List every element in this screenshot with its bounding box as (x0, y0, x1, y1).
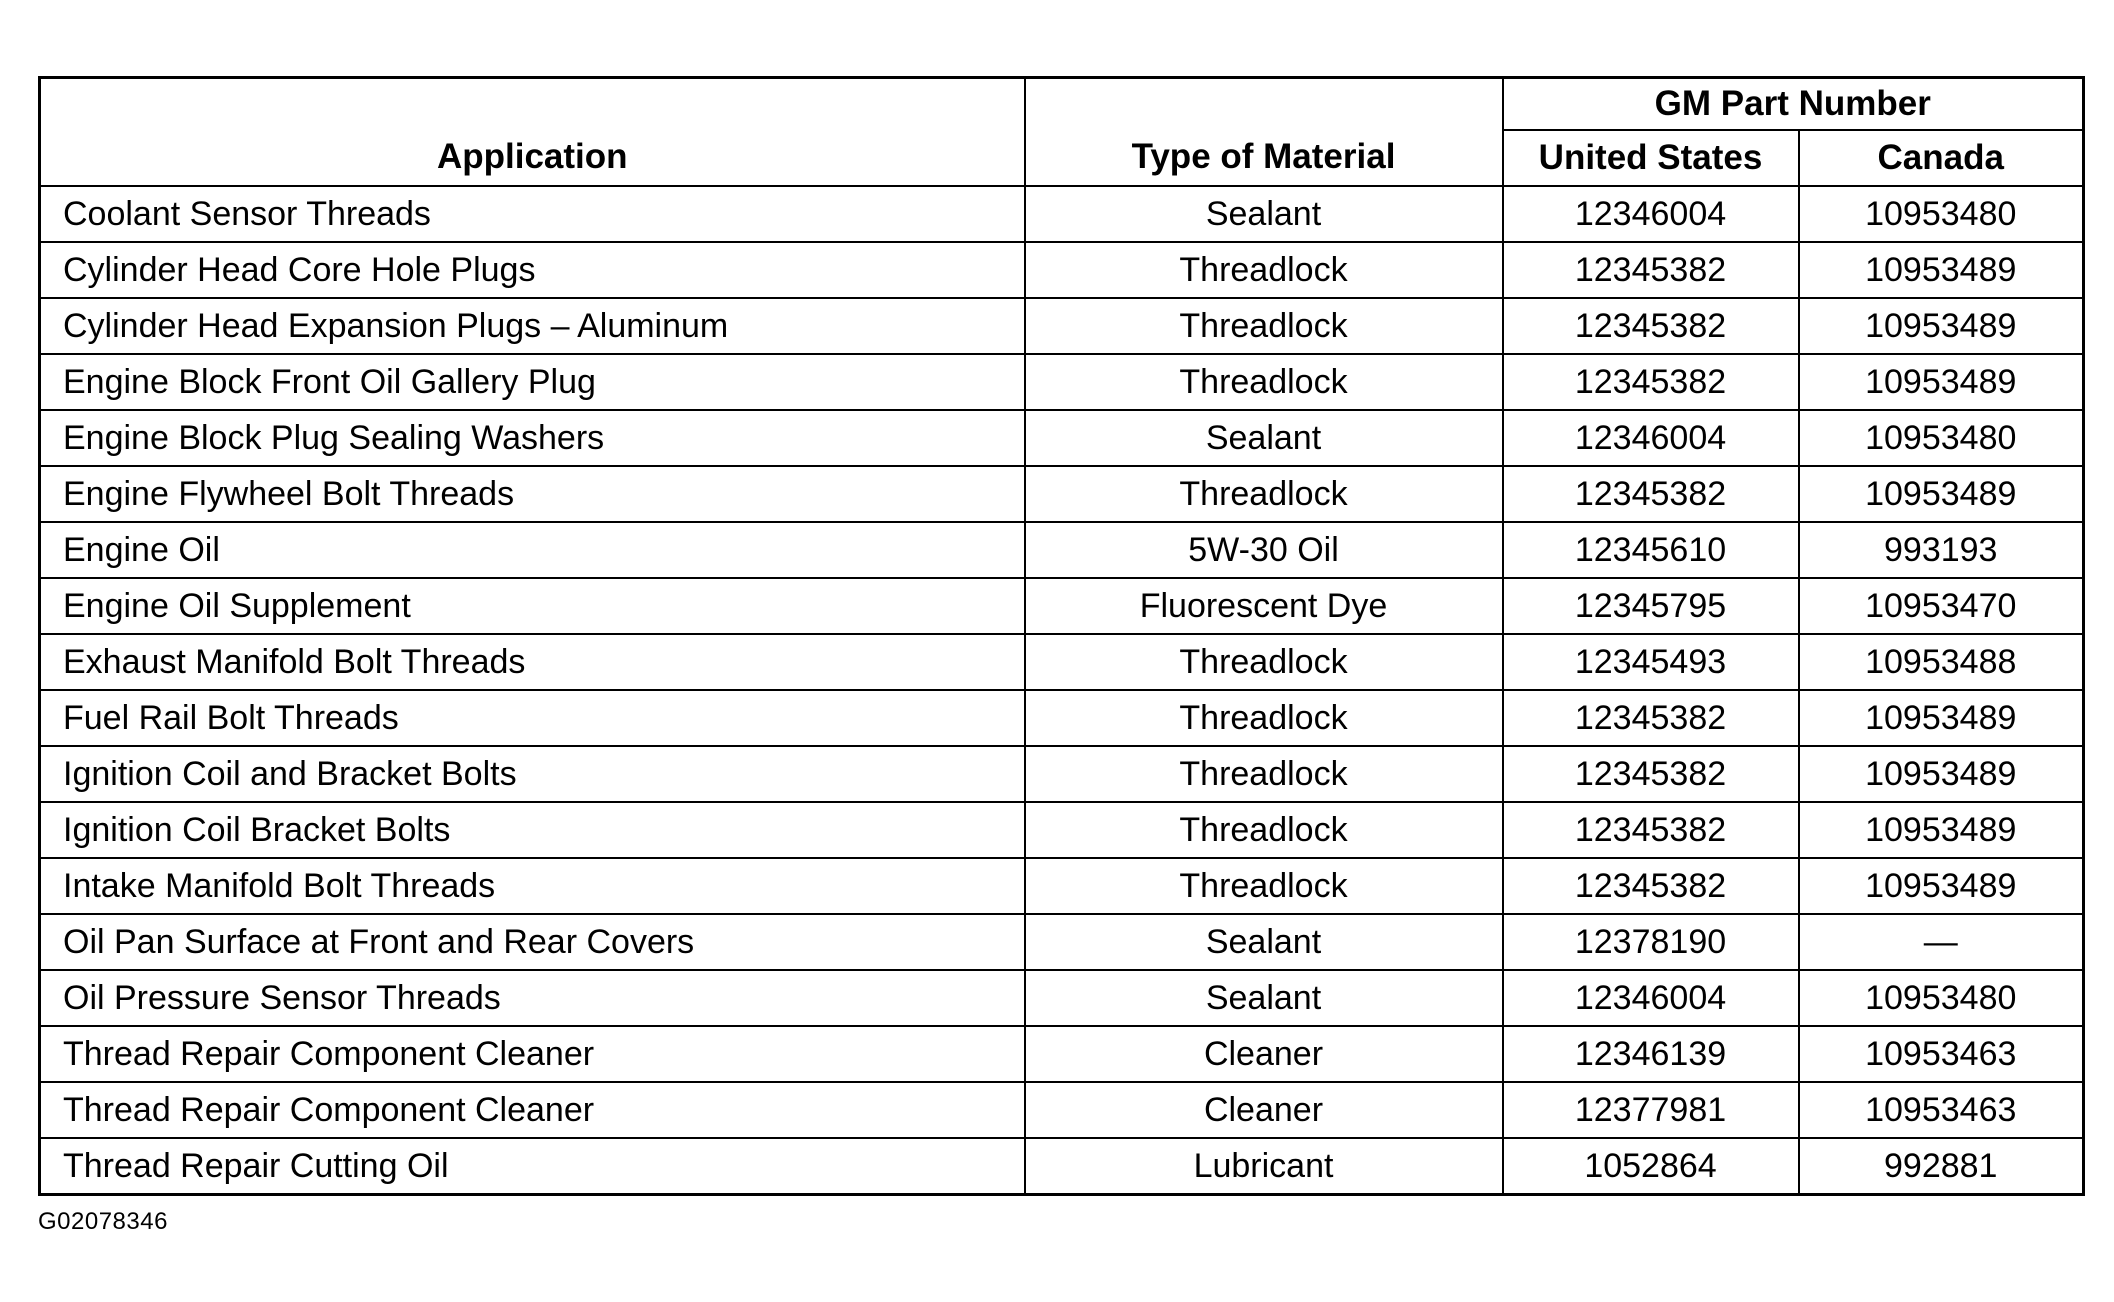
application-cell: Engine Block Front Oil Gallery Plug (40, 354, 1025, 410)
canada-part-number-cell: 992881 (1799, 1138, 2084, 1195)
application-cell: Intake Manifold Bolt Threads (40, 858, 1025, 914)
application-cell: Thread Repair Component Cleaner (40, 1026, 1025, 1082)
table-row (40, 858, 2084, 914)
us-part-number-cell: 1052864 (1503, 1138, 1799, 1195)
application-cell: Engine Flywheel Bolt Threads (40, 466, 1025, 522)
table-body (40, 186, 2084, 1195)
table-row (40, 746, 2084, 802)
table-row (40, 970, 2084, 1026)
material-cell: 5W-30 Oil (1025, 522, 1503, 578)
canada-part-number-cell: 10953489 (1799, 858, 2084, 914)
application-cell: Thread Repair Component Cleaner (40, 1082, 1025, 1138)
material-cell: Threadlock (1025, 354, 1503, 410)
us-part-number-cell: 12345382 (1503, 242, 1799, 298)
canada-part-number-cell: 10953480 (1799, 410, 2084, 466)
table-row (40, 578, 2084, 634)
us-part-number-cell: 12345382 (1503, 690, 1799, 746)
header-canada: Canada (1799, 130, 2084, 186)
material-cell: Threadlock (1025, 242, 1503, 298)
table-row (40, 466, 2084, 522)
material-cell: Threadlock (1025, 746, 1503, 802)
material-cell: Threadlock (1025, 634, 1503, 690)
application-cell: Cylinder Head Expansion Plugs – Aluminum (40, 298, 1025, 354)
sealants-adhesives-lubricants-table (38, 76, 2085, 1196)
canada-part-number-cell: 993193 (1799, 522, 2084, 578)
application-cell: Coolant Sensor Threads (40, 186, 1025, 242)
material-cell: Sealant (1025, 186, 1503, 242)
us-part-number-cell: 12345493 (1503, 634, 1799, 690)
us-part-number-cell: 12345795 (1503, 578, 1799, 634)
table-row (40, 1138, 2084, 1195)
table-row (40, 1026, 2084, 1082)
us-part-number-cell: 12345382 (1503, 858, 1799, 914)
canada-part-number-cell: 10953489 (1799, 690, 2084, 746)
table-row (40, 634, 2084, 690)
header-type-of-material: Type of Material (1025, 78, 1503, 187)
application-cell: Oil Pressure Sensor Threads (40, 970, 1025, 1026)
table-row (40, 914, 2084, 970)
material-cell: Sealant (1025, 970, 1503, 1026)
table-row (40, 242, 2084, 298)
table-row (40, 802, 2084, 858)
us-part-number-cell: 12346004 (1503, 970, 1799, 1026)
canada-part-number-cell: 10953489 (1799, 242, 2084, 298)
material-cell: Threadlock (1025, 690, 1503, 746)
material-cell: Threadlock (1025, 298, 1503, 354)
canada-part-number-cell: 10953463 (1799, 1026, 2084, 1082)
table-row (40, 186, 2084, 242)
material-cell: Lubricant (1025, 1138, 1503, 1195)
application-cell: Exhaust Manifold Bolt Threads (40, 634, 1025, 690)
material-cell: Sealant (1025, 410, 1503, 466)
canada-part-number-cell: 10953489 (1799, 354, 2084, 410)
material-cell: Fluorescent Dye (1025, 578, 1503, 634)
canada-part-number-cell: 10953489 (1799, 746, 2084, 802)
application-cell: Oil Pan Surface at Front and Rear Covers (40, 914, 1025, 970)
us-part-number-cell: 12345382 (1503, 802, 1799, 858)
table-row (40, 522, 2084, 578)
canada-part-number-cell: 10953480 (1799, 970, 2084, 1026)
material-cell: Threadlock (1025, 802, 1503, 858)
application-cell: Engine Oil (40, 522, 1025, 578)
application-cell: Fuel Rail Bolt Threads (40, 690, 1025, 746)
material-cell: Threadlock (1025, 858, 1503, 914)
canada-part-number-cell: 10953489 (1799, 466, 2084, 522)
canada-part-number-cell: 10953463 (1799, 1082, 2084, 1138)
application-cell: Thread Repair Cutting Oil (40, 1138, 1025, 1195)
canada-part-number-cell: — (1799, 914, 2084, 970)
application-cell: Ignition Coil Bracket Bolts (40, 802, 1025, 858)
us-part-number-cell: 12346004 (1503, 186, 1799, 242)
canada-part-number-cell: 10953489 (1799, 802, 2084, 858)
us-part-number-cell: 12345382 (1503, 354, 1799, 410)
table-row (40, 1082, 2084, 1138)
us-part-number-cell: 12345382 (1503, 298, 1799, 354)
canada-part-number-cell: 10953470 (1799, 578, 2084, 634)
application-cell: Engine Block Plug Sealing Washers (40, 410, 1025, 466)
figure-id: G02078346 (38, 1208, 168, 1235)
canada-part-number-cell: 10953480 (1799, 186, 2084, 242)
table-row (40, 690, 2084, 746)
header-application: Application (40, 78, 1025, 187)
table-row (40, 410, 2084, 466)
material-cell: Cleaner (1025, 1026, 1503, 1082)
us-part-number-cell: 12377981 (1503, 1082, 1799, 1138)
application-cell: Ignition Coil and Bracket Bolts (40, 746, 1025, 802)
table-row (40, 354, 2084, 410)
header-row-top (40, 78, 2084, 131)
application-cell: Engine Oil Supplement (40, 578, 1025, 634)
application-cell: Cylinder Head Core Hole Plugs (40, 242, 1025, 298)
us-part-number-cell: 12345382 (1503, 466, 1799, 522)
us-part-number-cell: 12346004 (1503, 410, 1799, 466)
table-row (40, 298, 2084, 354)
us-part-number-cell: 12346139 (1503, 1026, 1799, 1082)
canada-part-number-cell: 10953488 (1799, 634, 2084, 690)
material-cell: Sealant (1025, 914, 1503, 970)
header-united-states: United States (1503, 130, 1799, 186)
header-gm-part-number: GM Part Number (1503, 78, 2084, 131)
us-part-number-cell: 12345382 (1503, 746, 1799, 802)
material-cell: Cleaner (1025, 1082, 1503, 1138)
material-cell: Threadlock (1025, 466, 1503, 522)
us-part-number-cell: 12378190 (1503, 914, 1799, 970)
canada-part-number-cell: 10953489 (1799, 298, 2084, 354)
us-part-number-cell: 12345610 (1503, 522, 1799, 578)
